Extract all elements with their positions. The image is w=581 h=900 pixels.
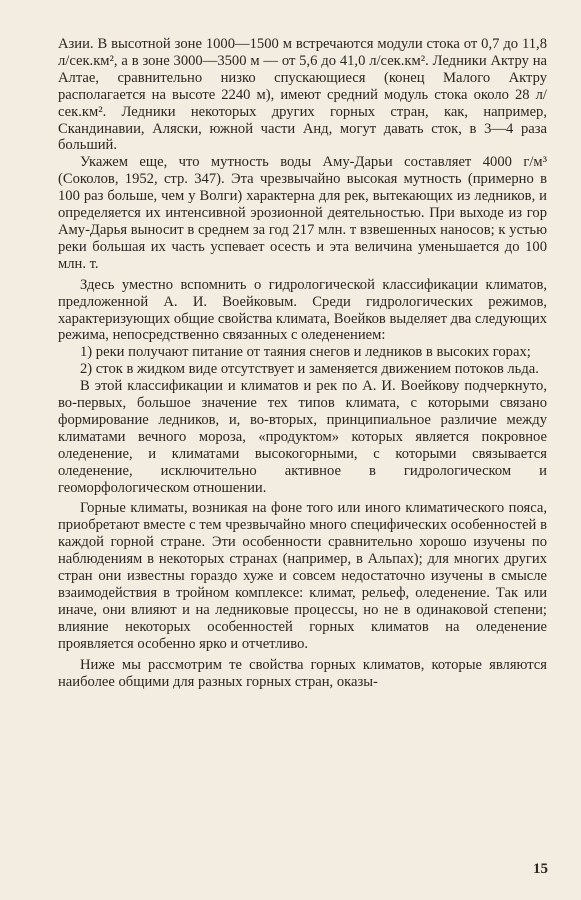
paragraph-classification-emphasis: В этой классификации и климатов и рек по А. И. Воейкову подчеркнуто, во-первых, большое значение тех типов климата, с которыми связано формирование ледников, и, во-вторых, принципиальное различие между климатами вечного мороза, «продуктом» которых является покровное оледенение, и климатами высокогорными, с которыми связывается оледенение, исключительно активное в гидрологическом и геоморфологическом отношении. — [58, 378, 547, 496]
paragraph-voeikov-classification: Здесь уместно вспомнить о гидрологической классификации климатов, предложенной А. И. Воейковым. Среди гидрологических режимов, характеризующих общие свойства климата, Воейков выделяет два следующих режима, непосредственно связанных с оледенением: — [58, 276, 547, 344]
paragraph-properties-intro: Ниже мы рассмотрим те свойства горных климатов, которые являются наиболее общими для разных горных стран, оказы- — [58, 656, 547, 690]
list-item-regime-2: 2) сток в жидком виде отсутствует и заменяется движением потоков льда. — [80, 361, 539, 378]
page-body-text — [58, 36, 547, 690]
page-number: 15 — [533, 861, 548, 877]
list-item-regime-1: 1) реки получают питание от таяния снегов и ледников в высоких горах; — [80, 344, 531, 361]
paragraph-mountain-climates: Горные климаты, возникая на фоне того или иного климатического пояса, приобретают вместе с тем чрезвычайно много специфических особенностей в каждой горной стране. Эти особенности сравнительно хорошо изучены по наблюдениям в некоторых странах (например, в Альпах); для многих других стран они известны гораздо хуже и совсем недостаточно изучены в смысле взаимодействия в тройном комплексе: климат, рельеф, оледенение. Так или иначе, они влияют и на ледниковые процессы, но не в одинаковой степени; влияние некоторых особенностей горных климатов на оледенение проявляется особенно ярко и отчетливо. — [58, 500, 547, 652]
paragraph-amu-darya-turbidity: Укажем еще, что мутность воды Аму-Дарьи составляет 4000 г/м³ (Соколов, 1952, стр. 347). Эта чрезвычайно высокая мутность (примерно в 100 раз больше, чем у Волги) характерна для рек, вытекающих из ледников, и определяется их интенсивной эрозионной деятельностью. При выходе из гор Аму-Дарья выносит в среднем за год 217 млн. т взвешенных наносов; к устью реки большая их часть успевает осесть и эта величина уменьшается до 100 млн. т. — [58, 154, 547, 272]
paragraph-glacier-runoff-modules: Азии. В высотной зоне 1000—1500 м встречаются модули стока от 0,7 до 11,8 л/сек.км², а в зоне 3000—3500 м — от 5,6 до 41,0 л/сек.км². Ледники Актру на Алтае, сравнительно низко спускающиеся (конец Малого Актру располагается на высоте 2240 м), имеют средний модуль стока около 28 л/сек.км². Ледники некоторых других горных стран, как, например, Скандинавии, Аляски, южной части Анд, могут давать сток, в 3—4 раза больший. — [58, 36, 547, 154]
